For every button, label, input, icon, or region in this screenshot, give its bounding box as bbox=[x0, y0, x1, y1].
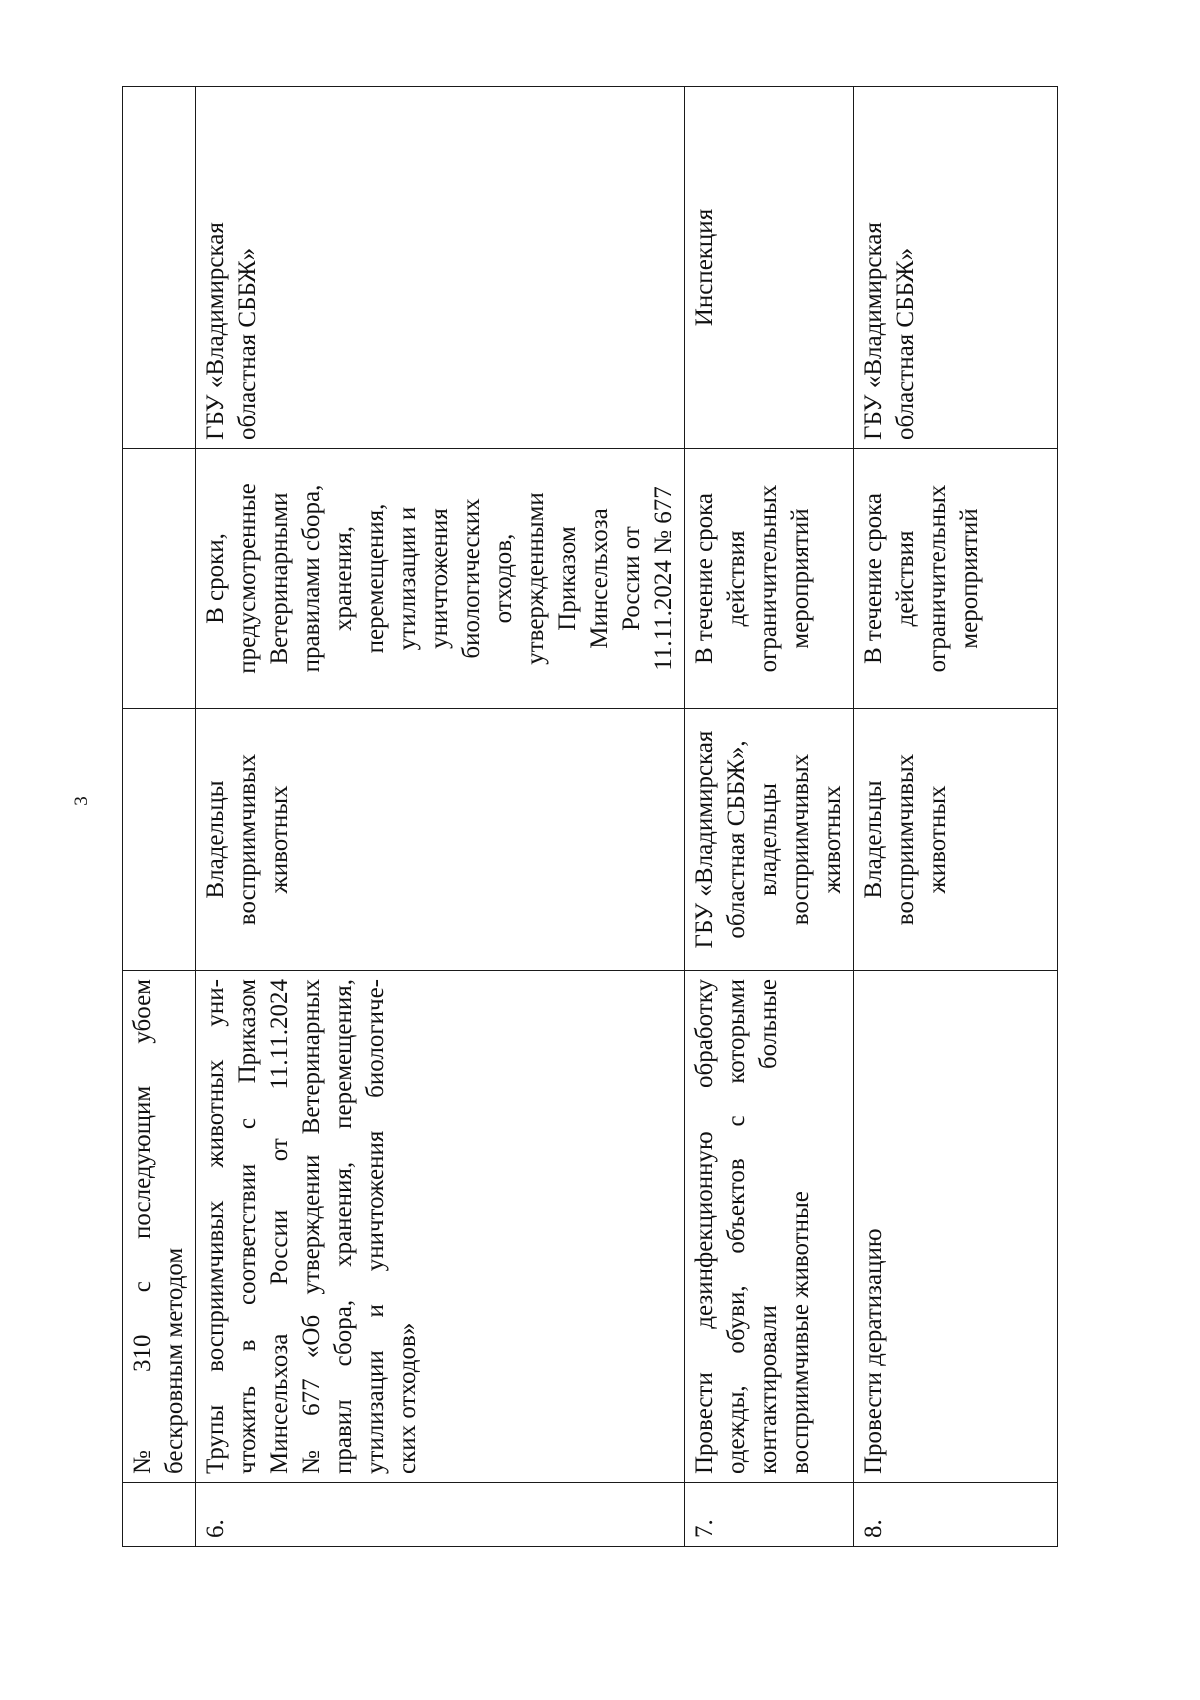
text-line: восприимчивых bbox=[234, 753, 261, 926]
text-line: мероприятий bbox=[787, 508, 814, 649]
text-line: ГБУ «Владимирская bbox=[860, 222, 887, 440]
text-line: Владельцы bbox=[860, 780, 887, 899]
text-line: ГБУ «Владимирская bbox=[691, 730, 718, 949]
text-line: действия bbox=[892, 530, 919, 627]
text-line: одежды, обуви, объектов с которыми bbox=[723, 979, 750, 1474]
text-line: животных bbox=[924, 785, 951, 894]
table-row bbox=[685, 87, 854, 1547]
text-line: Приказом bbox=[554, 526, 581, 631]
cell-action bbox=[123, 971, 196, 1483]
text-line: предусмотренные bbox=[234, 483, 261, 674]
rotated-page-content bbox=[122, 87, 1040, 1547]
cell-responsible bbox=[854, 709, 1058, 971]
text-line: животных bbox=[266, 785, 293, 894]
text-line: ГБУ «Владимирская bbox=[202, 222, 229, 440]
cell-responsible bbox=[196, 709, 685, 971]
text-line: областная СББЖ» bbox=[234, 247, 261, 440]
text-line: В сроки, bbox=[202, 533, 229, 624]
text-line: чтожить в соответствии с Приказом bbox=[234, 979, 261, 1474]
text-line: восприимчивых bbox=[787, 753, 814, 926]
text-line: 11.11.2024 № 677 bbox=[650, 486, 677, 671]
cell-responsible bbox=[123, 709, 196, 971]
cell-number: 7. bbox=[685, 1483, 854, 1547]
text-line: утилизации и bbox=[394, 506, 421, 651]
text-line: Минсельхоза bbox=[586, 508, 613, 649]
text-line: Минсельхоза России от 11.11.2024 bbox=[266, 979, 293, 1474]
cell-term bbox=[854, 449, 1058, 709]
text-line: Инспекция bbox=[691, 208, 718, 327]
text-line: бескровным методом bbox=[161, 1247, 188, 1474]
text-line: ограничительных bbox=[755, 484, 782, 673]
text-line: утилизации и уничтожения биологиче- bbox=[362, 979, 389, 1474]
cell-control bbox=[196, 87, 685, 449]
text-line: животных bbox=[819, 785, 846, 894]
measures-table bbox=[122, 86, 1058, 1547]
text-line: отходов, bbox=[490, 533, 517, 624]
table-row bbox=[196, 87, 685, 1547]
text-line: мероприятий bbox=[956, 508, 983, 649]
cell-responsible bbox=[685, 709, 854, 971]
text-line: России от bbox=[618, 526, 645, 631]
cell-control bbox=[123, 87, 196, 449]
text-line: утвержденными bbox=[522, 492, 549, 665]
cell-term bbox=[123, 449, 196, 709]
text-line: биологических bbox=[458, 498, 485, 659]
text-line: ограничительных bbox=[924, 484, 951, 673]
text-line: правилами сбора, bbox=[298, 484, 325, 673]
cell-term bbox=[196, 449, 685, 709]
cell-control bbox=[854, 87, 1058, 449]
text-line: перемещения, bbox=[362, 503, 389, 654]
text-line: Трупы восприимчивых животных уни- bbox=[202, 979, 229, 1474]
text-line: Владельцы bbox=[202, 780, 229, 899]
text-line: Провести дератизацию bbox=[860, 1228, 887, 1474]
text-line: восприимчивые животные bbox=[787, 1191, 814, 1474]
text-line: областная СББЖ» bbox=[892, 247, 919, 440]
cell-action bbox=[196, 971, 685, 1483]
table-row bbox=[854, 87, 1058, 1547]
text-line: В течение срока bbox=[860, 492, 887, 665]
page-number: 3 bbox=[71, 796, 92, 806]
text-line: контактировали больные bbox=[755, 979, 782, 1474]
text-line: действия bbox=[723, 530, 750, 627]
cell-number: 8. bbox=[854, 1483, 1058, 1547]
cell-control bbox=[685, 87, 854, 449]
cell-term bbox=[685, 449, 854, 709]
text-line: В течение срока bbox=[691, 492, 718, 665]
text-line: восприимчивых bbox=[892, 753, 919, 926]
cell-action bbox=[685, 971, 854, 1483]
text-line: уничтожения bbox=[426, 508, 453, 649]
text-line: областная СББЖ», bbox=[723, 740, 750, 939]
text-line: Ветеринарными bbox=[266, 492, 293, 665]
text-line: № 677 «Об утверждении Ветеринарных bbox=[298, 979, 325, 1474]
text-line: № 310 с последующим убоем bbox=[129, 979, 156, 1474]
text-line: владельцы bbox=[755, 783, 782, 896]
cell-number: 6. bbox=[196, 1483, 685, 1547]
text-line: правил сбора, хранения, перемещения, bbox=[330, 979, 357, 1474]
text-line: хранения, bbox=[330, 525, 357, 632]
text-line: ских отходов» bbox=[394, 1322, 421, 1474]
table-row-continuation bbox=[123, 87, 196, 1547]
cell-action bbox=[854, 971, 1058, 1483]
cell-number bbox=[123, 1483, 196, 1547]
text-line: Провести дезинфекционную обработку bbox=[691, 979, 718, 1474]
